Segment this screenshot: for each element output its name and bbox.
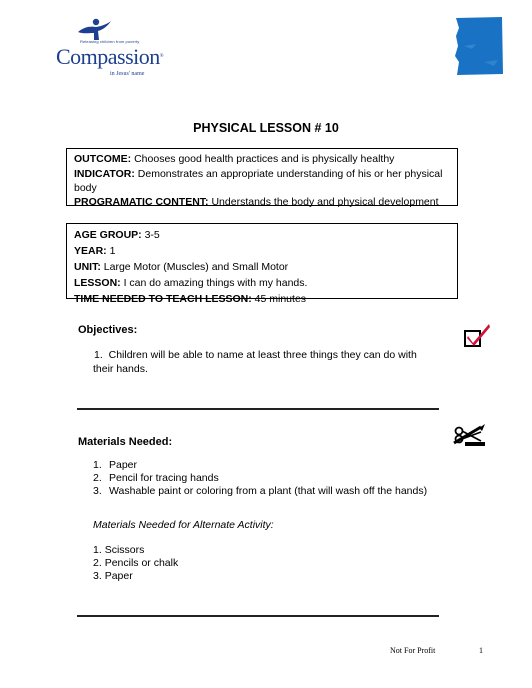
logo-subline: in Jesus' name [110, 71, 145, 77]
objectives-heading: Objectives: [78, 324, 138, 336]
logo-tagline: Releasing children from poverty [80, 39, 140, 44]
list-item: 2. Pencils or chalk [93, 557, 179, 569]
outcome-value: Chooses good health practices and is physically healthy [134, 153, 395, 165]
unit-line [74, 259, 450, 275]
list-item: 1. Scissors [93, 544, 145, 556]
content-line [74, 195, 450, 210]
objective-number: 1. [94, 349, 103, 361]
logo-wordmark: Compassion® [56, 44, 164, 69]
list-item: 1. Paper [93, 459, 138, 471]
list-item: 3. Washable paint or coloring from a plant (that will wash off the hands) [93, 485, 428, 497]
unit-value: Large Motor (Muscles) and Small Motor [103, 261, 289, 273]
lesson-value: I can do amazing things with my hands. [123, 277, 308, 289]
list-item: 3. Paper [93, 570, 133, 582]
blue-paint-patch [454, 16, 504, 76]
footer-text: Not For Profit [390, 646, 436, 655]
year-value: 1 [109, 245, 116, 257]
lesson-info-box [66, 223, 458, 305]
lesson-title: PHYSICAL LESSON # 10 [193, 121, 339, 135]
year-label: YEAR: [74, 245, 107, 257]
outcome-line [74, 152, 450, 167]
section-divider [77, 615, 439, 617]
materials-heading: Materials Needed: [78, 436, 173, 448]
indicator-label: INDICATOR: [74, 168, 135, 180]
page-number: 1 [479, 646, 483, 655]
materials-list [93, 459, 427, 498]
age-group-line [74, 227, 450, 243]
unit-label: UNIT: [74, 261, 101, 273]
outcome-box [66, 148, 458, 206]
section-divider [77, 408, 439, 410]
time-line [74, 291, 450, 307]
list-item: 2. Pencil for tracing hands [93, 472, 219, 484]
objective-item [93, 349, 433, 376]
lesson-label: LESSON: [74, 277, 121, 289]
alternate-materials-heading: Materials Needed for Alternate Activity: [93, 519, 274, 531]
indicator-line [74, 168, 450, 195]
lesson-line [74, 275, 450, 291]
year-line [74, 243, 450, 259]
compassion-logo [54, 18, 184, 77]
checkbox-check-icon [463, 322, 491, 348]
alternate-materials-list [93, 544, 178, 583]
time-value: 45 minutes [254, 293, 307, 305]
indicator-value: Demonstrates an appropriate understanding of his or her physical body [74, 168, 443, 194]
objective-text: Children will be able to name at least three things they can do with their hands. [93, 349, 417, 375]
content-label: PROGRAMATIC CONTENT: [74, 196, 209, 208]
content-value: Understands the body and physical development [211, 196, 439, 208]
age-group-value: 3-5 [144, 229, 160, 241]
scissors-pencil-icon [451, 421, 487, 447]
time-label: TIME NEEDED TO TEACH LESSON: [74, 293, 252, 305]
outcome-label: OUTCOME: [74, 153, 132, 165]
age-group-label: AGE GROUP: [74, 229, 142, 241]
